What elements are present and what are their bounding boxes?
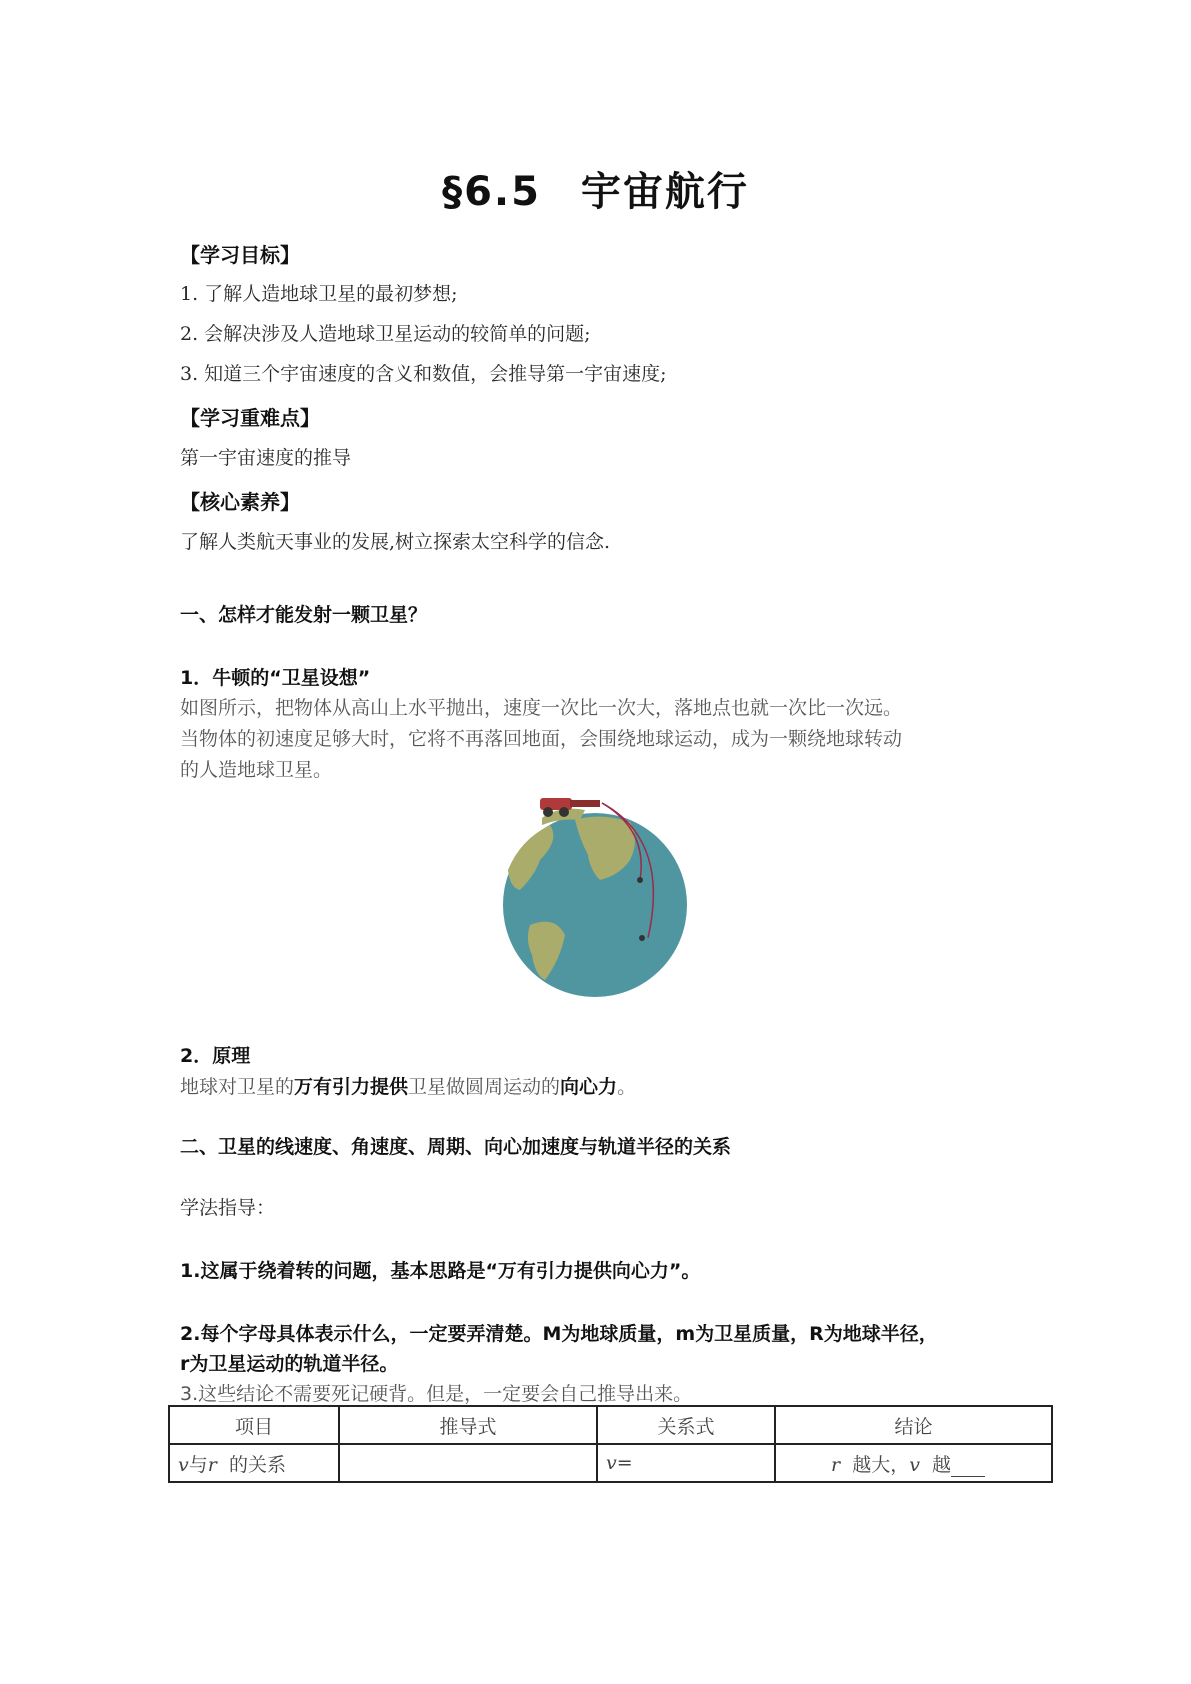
table-header-row: [169, 1406, 1052, 1444]
guide-point-2a: 2.每个字母具体表示什么，一定要弄清楚。M为地球质量，m为卫星质量，R为地球半径，: [180, 1323, 938, 1345]
guide-point-3: 3.这些结论不需要死记硬背。但是，一定要会自己推导出来。: [180, 1383, 693, 1405]
newton-heading: 1．牛顿的“卫星设想”: [180, 667, 371, 689]
var-r: r: [831, 1453, 841, 1476]
objective-item-2: 2. 会解决涉及人造地球卫星运动的较简单的问题;: [180, 323, 591, 345]
cell-text: 越大，: [852, 1453, 910, 1476]
core-header: 【核心素养】: [180, 490, 300, 514]
newton-cannon-illustration: [480, 780, 720, 1010]
section-number: §6.5: [442, 169, 541, 215]
relation-text: v=: [606, 1452, 633, 1474]
cell-item: [169, 1444, 339, 1482]
principle-bold: 万有引力提供: [294, 1076, 409, 1098]
key-points-text: 第一宇宙速度的推导: [180, 447, 352, 469]
newton-text-line-3: 的人造地球卫星。: [180, 759, 333, 781]
guide-point-2b: r为卫星运动的轨道半径。: [180, 1353, 399, 1375]
cell-text: 与: [188, 1453, 208, 1476]
page-title: [0, 160, 1191, 217]
section-title: 宇宙航行: [580, 169, 749, 215]
var-v: v: [178, 1453, 189, 1476]
cannon-barrel: [570, 800, 600, 807]
objectives-header: 【学习目标】: [180, 243, 300, 267]
cell-text: 的关系: [228, 1453, 286, 1476]
var-r: r: [207, 1453, 217, 1476]
part2-heading: 二、卫星的线速度、角速度、周期、向心加速度与轨道半径的关系: [180, 1136, 732, 1158]
principle-heading: 2．原理: [180, 1045, 251, 1067]
newton-text-line-2: 当物体的初速度足够大时，它将不再落回地面，会围绕地球运动，成为一颗绕地球转动: [180, 728, 903, 750]
relations-table: [168, 1405, 1053, 1483]
col-header-conclusion: 结论: [775, 1406, 1052, 1444]
cell-text: 越: [932, 1453, 952, 1476]
table-row: [169, 1444, 1052, 1482]
cell-relation[interactable]: [597, 1444, 775, 1482]
newton-text-line-1: 如图所示，把物体从高山上水平抛出，速度一次比一次大，落地点也就一次比一次远。: [180, 697, 903, 719]
answer-blank[interactable]: [951, 1458, 985, 1477]
core-text: 了解人类航天事业的发展,树立探索太空科学的信念.: [180, 531, 611, 553]
guide-label: 学法指导：: [180, 1197, 276, 1219]
principle-part: 地球对卫星的: [180, 1076, 295, 1098]
principle-part: 。: [617, 1076, 637, 1098]
col-header-item: 项目: [169, 1406, 339, 1444]
landing-point: [639, 935, 645, 941]
col-header-derivation: 推导式: [339, 1406, 597, 1444]
objective-item-3: 3. 知道三个宇宙速度的含义和数值，会推导第一宇宙速度;: [180, 363, 667, 385]
landing-point: [637, 877, 643, 883]
var-v: v: [909, 1453, 920, 1476]
part1-heading: 一、怎样才能发射一颗卫星？: [180, 604, 428, 626]
objective-item-1: 1. 了解人造地球卫星的最初梦想;: [180, 283, 458, 305]
guide-point-1: 1.这属于绕着转的问题，基本思路是“万有引力提供向心力”。: [180, 1260, 701, 1282]
principle-part: 卫星做圆周运动的: [408, 1076, 561, 1098]
key-points-header: 【学习重难点】: [180, 406, 320, 430]
cell-derivation[interactable]: [339, 1444, 597, 1482]
cannon-wheel: [543, 807, 553, 817]
principle-text: [180, 1075, 636, 1099]
cell-conclusion[interactable]: [775, 1444, 1052, 1482]
principle-bold: 向心力: [560, 1076, 618, 1098]
cannon-wheel: [559, 807, 569, 817]
col-header-relation: 关系式: [597, 1406, 775, 1444]
